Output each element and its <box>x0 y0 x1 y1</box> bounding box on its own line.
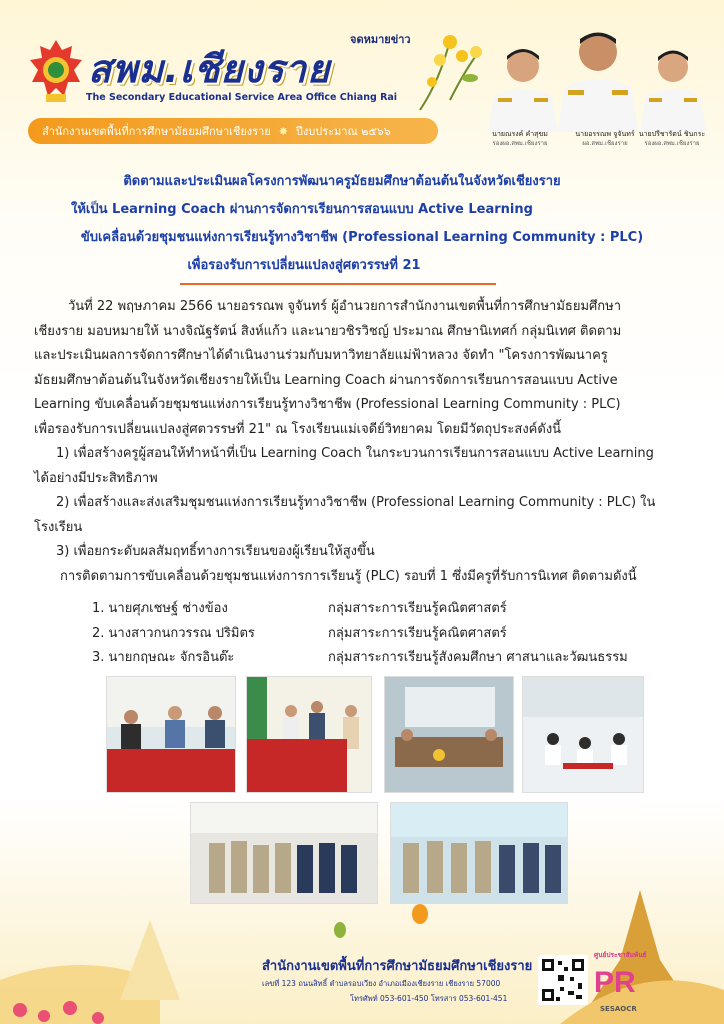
title-line-4: เพื่อรองรับการเปลี่ยนแปลงสู่ศตวรรษที่ 21 <box>187 258 421 273</box>
activity-photo-1 <box>106 676 236 793</box>
teacher-name: 3. นายกฤษณะ จักรอินต๊ะ <box>92 650 235 665</box>
teacher-group: กลุ่มสาระการเรียนรู้คณิตศาสตร์ <box>328 626 507 641</box>
executive-portrait-center <box>556 22 640 132</box>
body-line: และประเมินผลการจัดการศึกษาได้ดำเนินงานร่วมกับมหาวิทยาลัยแม่ฟ้าหลวง จัดทำ "โครงการพัฒนาครู <box>34 348 608 363</box>
activity-photo-4 <box>522 676 644 793</box>
flower-decoration-icon <box>410 30 490 120</box>
teacher-name: 1. นายศุภเชษฐ์ ช่างข้อง <box>92 601 228 616</box>
executive-portrait-left <box>484 40 562 132</box>
teacher-group: กลุ่มสาระการเรียนรู้สังคมศึกษา ศาสนาและวัฒนธรรม <box>328 650 628 665</box>
teacher-group: กลุ่มสาระการเรียนรู้คณิตศาสตร์ <box>328 601 507 616</box>
objective-3: 3) เพื่อยกระดับผลสัมฤทธิ์ทางการเรียนของผู้เรียนให้สูงขึ้น <box>56 544 375 559</box>
office-name: สำนักงานเขตพื้นที่การศึกษามัธยมศึกษาเชียงราย <box>42 125 271 138</box>
logo-subtitle: The Secondary Educational Service Area Office Chiang Rai <box>86 92 398 103</box>
svg-text:PR: PR <box>594 966 636 999</box>
body-line: มัธยมศึกษาต้อนต้นในจังหวัดเชียงรายให้เป็น Learning Coach ผ่านการจัดการเรียนการสอนแบบ Active <box>34 373 618 388</box>
footer-office-name: สำนักงานเขตพื้นที่การศึกษามัธยมศึกษาเชียงราย <box>262 959 533 974</box>
office-emblem-icon <box>28 38 84 104</box>
body-line: เพื่อรองรับการเปลี่ยนแปลงสู่ศตวรรษที่ 21" ณ โรงเรียนแม่เจดีย์วิทยาคม โดยมีวัตถุประสงค์ดังนี้ <box>34 422 562 437</box>
executive-caption-center: นายอรรณพ จูจันทร์ ผอ.สพม.เชียงราย <box>575 130 635 147</box>
qr-code-icon[interactable] <box>538 955 588 1005</box>
pr-code: SESAOCR <box>600 1005 637 1013</box>
objective-2-cont: โรงเรียน <box>34 520 83 535</box>
activity-photo-2 <box>246 676 372 793</box>
followup-intro: การติดตามการขับเคลื่อนด้วยชุมชนแห่งการการเรียนรู้ (PLC) รอบที่ 1 ซึ่งมีครูที่รับการนิเทศ ติดตามดังนี้ <box>60 569 637 584</box>
sparkle-icon: ✸ <box>278 124 288 138</box>
body-line: วันที่ 22 พฤษภาคม 2566 นายอรรณพ จูจันทร์ ผู้อำนวยการสำนักงานเขตพื้นที่การศึกษามัธยมศึกษา <box>68 299 622 314</box>
executive-caption-right: นายปรีชารัตน์ ชินกระ รองผอ.สพม.เชียงราย <box>638 130 706 147</box>
title-line-2: ให้เป็น Learning Coach ผ่านการจัดการเรียนการสอนแบบ Active Learning <box>71 202 533 217</box>
activity-photo-3 <box>384 676 514 793</box>
title-line-3: ขับเคลื่อนด้วยชุมชนแห่งการเรียนรู้ทางวิชาชีพ (Professional Learning Community : PLC) <box>80 230 644 245</box>
footer-address: เลขที่ 123 ถนนสิทธิ์ ตำบลรอบเวียง อำเภอเมืองเชียงราย เชียงราย 57000 <box>262 979 501 988</box>
logo-text: สพม.เชียงราย <box>88 47 331 91</box>
objective-1: 1) เพื่อสร้างครูผู้สอนให้ทำหน้าที่เป็น Learning Coach ในกระบวนการเรียนการสอนแบบ Active Learning <box>56 446 654 461</box>
pr-label: ศูนย์ประชาสัมพันธ์ <box>594 951 647 959</box>
footer-phone: โทรศัพท์ 053-601-450 โทรสาร 053-601-451 <box>350 994 508 1003</box>
executive-caption-left: นายณรงค์ คำสุขม รองผอ.สพม.เชียงราย <box>492 130 548 147</box>
executive-portrait-right <box>636 42 710 132</box>
body-line: เชียงราย มอบหมายให้ นางจิณัฐรัตน์ สิงห์แก้ว และนายวชิรวิชญ์ ประมาณ ศึกษานิเทศก์ กลุ่มนิเทศ ติดตาม <box>34 324 622 339</box>
title-line-1: ติดตามและประเมินผลโครงการพัฒนาครูมัธยมศึกษาต้อนต้นในจังหวัดเชียงราย <box>123 174 561 189</box>
newsletter-label: จดหมายข่าว <box>350 33 411 46</box>
objective-1-cont: ได้อย่างมีประสิทธิภาพ <box>34 471 158 486</box>
body-line: Learning ขับเคลื่อนด้วยชุมชนแห่งการเรียนรู้ทางวิชาชีพ (Professional Learning Community : PLC) <box>34 397 621 412</box>
objective-2: 2) เพื่อสร้างและส่งเสริมชุมชนแห่งการเรียนรู้ทางวิชาชีพ (Professional Learning Community : PLC) ใน <box>56 495 656 510</box>
title-divider <box>180 283 496 285</box>
teacher-name: 2. นางสาวกนกวรรณ ปริมิตร <box>92 626 255 641</box>
office-banner <box>28 118 438 144</box>
fiscal-year: ปีงบประมาณ ๒๕๖๖ <box>295 125 391 138</box>
